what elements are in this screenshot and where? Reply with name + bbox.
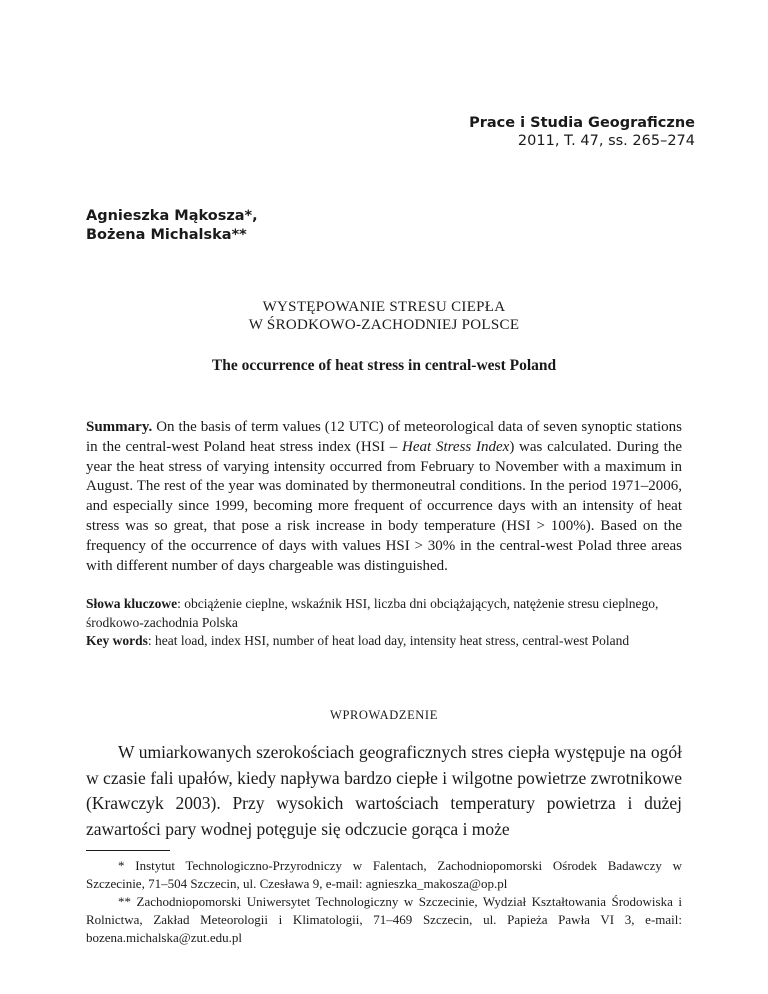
summary-label: Summary. xyxy=(86,419,153,435)
journal-header xyxy=(469,114,695,150)
keywords-english xyxy=(86,632,682,651)
keywords-polish-label: Słowa kluczowe xyxy=(86,596,178,611)
footnote-2: ** Zachodniopomorski Uniwersytet Technologiczny w Szczecinie, Wydział Kształtowania Środowiska i Rolnictwa, Zakład Meteorologii i Klimatologii, 71–469 Szczecin, ul. Papieża Pawła VI 3, e-mail: bozena.michalska@zut.edu.pl xyxy=(86,894,682,945)
keywords-polish-text: : obciążenie cieplne, wskaźnik HSI, liczba dni obciążających, natężenie stresu cieplnego, środkowo-zachodnia Polska xyxy=(86,596,659,630)
footnote-1: * Instytut Technologiczno-Przyrodniczy w Falentach, Zachodniopomorski Ośrodek Badawczy w Szczecinie, 71–504 Szczecin, ul. Czesława 9, e-mail: agnieszka_makosza@op.pl xyxy=(86,858,682,891)
journal-name: Prace i Studia Geograficzne xyxy=(469,115,695,131)
footnote-divider xyxy=(86,850,170,851)
title-polish-line-2: W ŚRODKOWO-ZACHODNIEJ POLSCE xyxy=(248,317,520,333)
title-polish-line-1: WYSTĘPOWANIE STRESU CIEPŁA xyxy=(262,299,506,315)
title-english: The occurrence of heat stress in central-west Poland xyxy=(211,357,557,374)
summary-abstract xyxy=(86,418,682,576)
summary-italic-term: Heat Stress Index xyxy=(402,438,510,455)
keywords-polish xyxy=(86,595,682,632)
author-block xyxy=(86,207,258,245)
journal-reference: 2011, T. 47, ss. 265–274 xyxy=(517,133,695,149)
footnotes xyxy=(86,857,682,947)
author-2: Bożena Michalska** xyxy=(86,227,247,243)
keywords-english-text: : heat load, index HSI, number of heat load day, intensity heat stress, central-west Poland xyxy=(147,633,630,648)
introduction-paragraph: W umiarkowanych szerokościach geograficznych stres ciepła występuje na ogół w czasie fali upałów, kiedy napływa bardzo ciepłe i wilgotne powietrze zwrotnikowe (Krawczyk 2003). Przy wysokich wartościach temperatury powietrza i dużej zawartości pary wodnej potęguje się odczucie gorąca i może xyxy=(86,742,682,839)
summary-text-2: ) was calculated. During the year the heat stress of varying intensity occurred from February to November with a maximum in August. The rest of the year was dominated by thermoneutral conditions. In the period 1971–2006, and especially since 1999, becoming more frequent of occurrence days with an intensity of heat stress was so great, that pose a risk increase in body temperature (HSI > 100%). Based on the frequency of the occurrence of days with values HSI > 30% in the central-west Polad three areas with different number of days chargeable was distinguished. xyxy=(86,438,683,574)
keywords-english-label: Key words xyxy=(86,633,148,648)
summary-text-1: On the basis of term values (12 UTC) of meteorological data of seven synoptic stations in the central-west Poland heat stress index (HSI – xyxy=(86,419,682,455)
keywords-block xyxy=(86,595,682,651)
section-heading-introduction: WPROWADZENIE xyxy=(330,708,438,722)
title-polish xyxy=(86,298,682,334)
author-1: Agnieszka Mąkosza*, xyxy=(86,208,258,224)
